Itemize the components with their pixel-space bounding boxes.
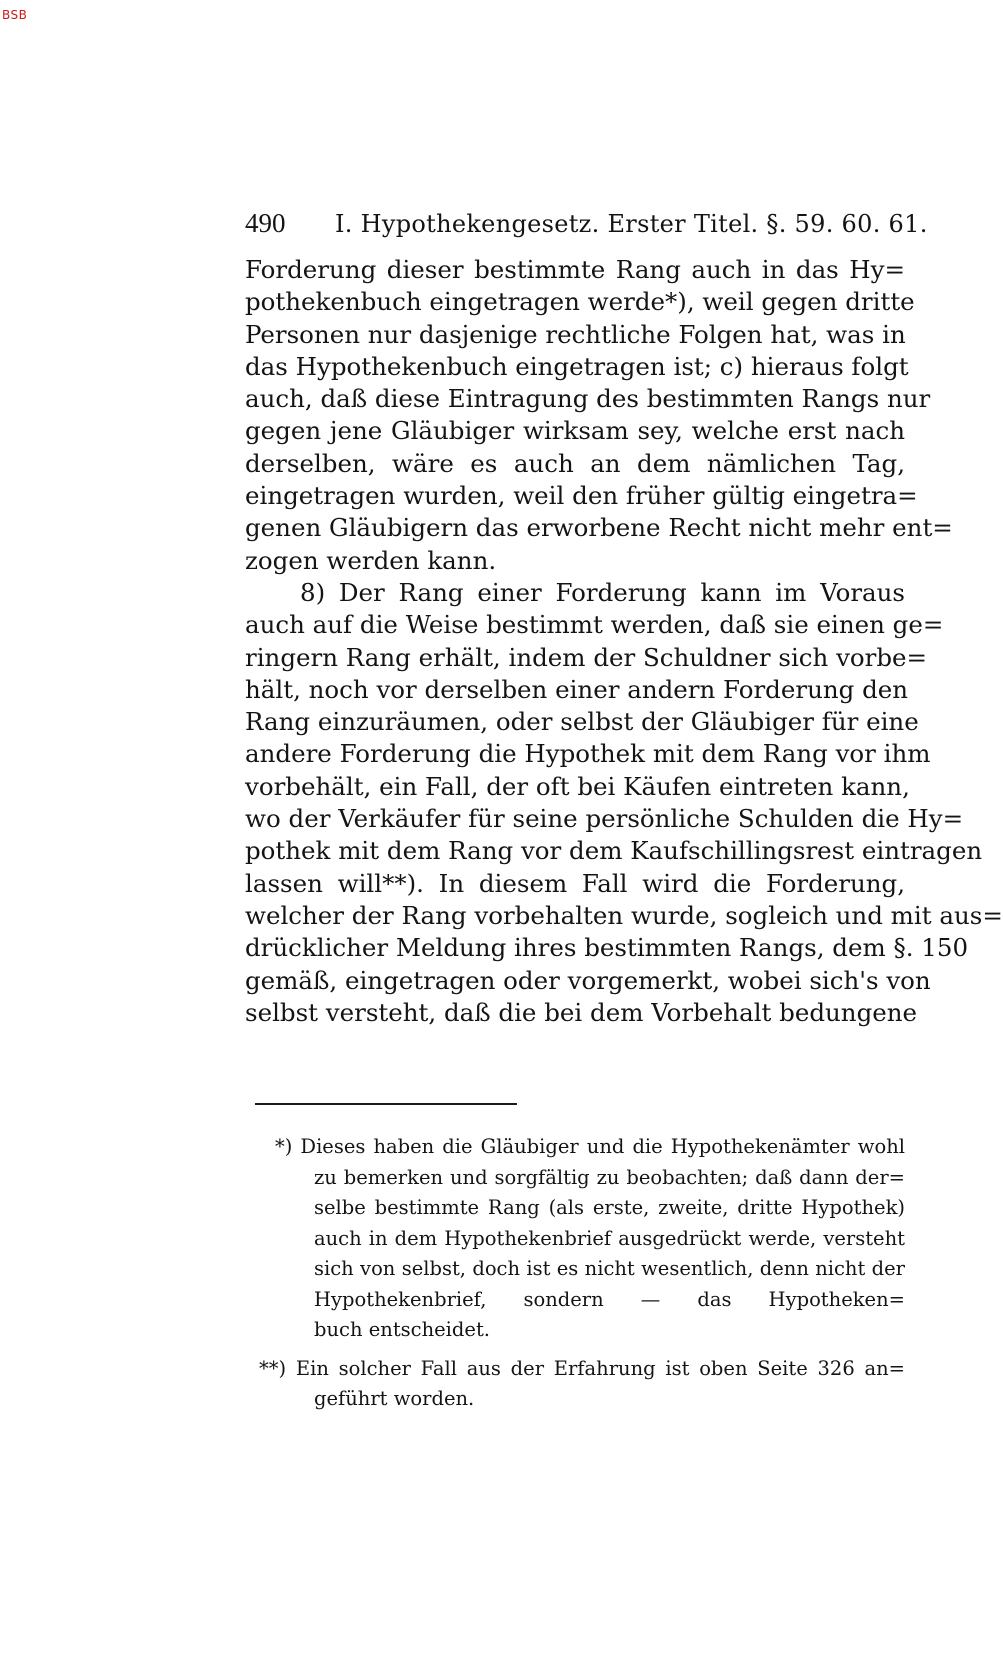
body-line: wo der Verkäufer für seine persönliche Schulden die Hy= <box>245 804 964 834</box>
footnote-line: geführt worden. <box>314 1387 475 1410</box>
footnote-2 <box>259 1354 905 1415</box>
body-text <box>245 254 1003 1029</box>
body-line: selbst versteht, daß die bei dem Vorbehalt bedungene <box>245 997 918 1027</box>
body-line: gemäß, eingetragen oder vorgemerkt, wobei sich's von <box>245 965 931 995</box>
body-line: lassen will**). In diesem Fall wird die Forderung, <box>245 868 905 898</box>
library-stamp: BSB <box>2 8 28 22</box>
page-content <box>245 204 1003 1029</box>
body-line: auch, daß diese Eintragung des bestimmten Rangs nur <box>245 384 931 414</box>
footnotes <box>259 1132 905 1415</box>
footnote-line: *) Dieses haben die Gläubiger und die Hypothekenämter wohl <box>275 1135 905 1158</box>
body-line: ringern Rang erhält, indem der Schuldner sich vorbe= <box>245 642 928 672</box>
footnote-1 <box>275 1132 905 1346</box>
running-title: I. Hypothekengesetz. Erster Titel. §. 59. 60. 61. <box>335 210 928 238</box>
footnote-line: Hypothekenbrief, sondern — das Hypotheken= <box>314 1287 905 1311</box>
body-line: hält, noch vor derselben einer andern Forderung den <box>245 674 909 704</box>
body-line: drücklicher Meldung ihres bestimmten Rangs, dem §. 150 <box>245 933 969 963</box>
body-line: pothekenbuch eingetragen werde*), weil gegen dritte <box>245 287 915 317</box>
footnote-line: buch entscheidet. <box>314 1318 490 1341</box>
body-line: genen Gläubigern das erworbene Recht nicht mehr ent= <box>245 513 953 543</box>
footnote-separator <box>255 1103 517 1105</box>
body-line: zogen werden kann. <box>245 545 497 575</box>
body-line: gegen jene Gläubiger wirksam sey, welche erst nach <box>245 416 905 446</box>
footnote-line: sich von selbst, doch ist es nicht wesentlich, denn nicht der <box>314 1257 905 1280</box>
page-number: 490 <box>245 208 286 238</box>
body-line: vorbehält, ein Fall, der oft bei Käufen eintreten kann, <box>245 771 910 801</box>
body-line: derselben, wäre es auch an dem nämlichen Tag, <box>245 448 905 478</box>
body-line: Forderung dieser bestimmte Rang auch in das Hy= <box>245 255 905 284</box>
body-line: pothek mit dem Rang vor dem Kaufschillingsrest eintragen <box>245 836 983 866</box>
footnote-line: **) Ein solcher Fall aus der Erfahrung ist oben Seite 326 an= <box>259 1356 905 1380</box>
body-line: das Hypothekenbuch eingetragen ist; c) hieraus folgt <box>245 351 909 381</box>
body-line: 8) Der Rang einer Forderung kann im Voraus <box>300 577 905 607</box>
footnote-line: zu bemerken und sorgfältig zu beobachten; daß dann der= <box>314 1165 905 1189</box>
body-line: andere Forderung die Hypothek mit dem Rang vor ihm <box>245 739 931 769</box>
body-line: eingetragen wurden, weil den früher gültig eingetra= <box>245 481 918 511</box>
body-line: auch auf die Weise bestimmt werden, daß sie einen ge= <box>245 610 944 640</box>
body-line: Rang einzuräumen, oder selbst der Gläubiger für eine <box>245 707 919 737</box>
body-line: Personen nur dasjenige rechtliche Folgen hat, was in <box>245 319 906 349</box>
footnote-line: selbe bestimmte Rang (als erste, zweite, dritte Hypothek) <box>314 1196 905 1219</box>
footnote-line: auch in dem Hypothekenbrief ausgedrückt werde, versteht <box>314 1226 905 1250</box>
body-line: welcher der Rang vorbehalten wurde, sogleich und mit aus= <box>245 900 1003 930</box>
running-header <box>245 204 928 244</box>
